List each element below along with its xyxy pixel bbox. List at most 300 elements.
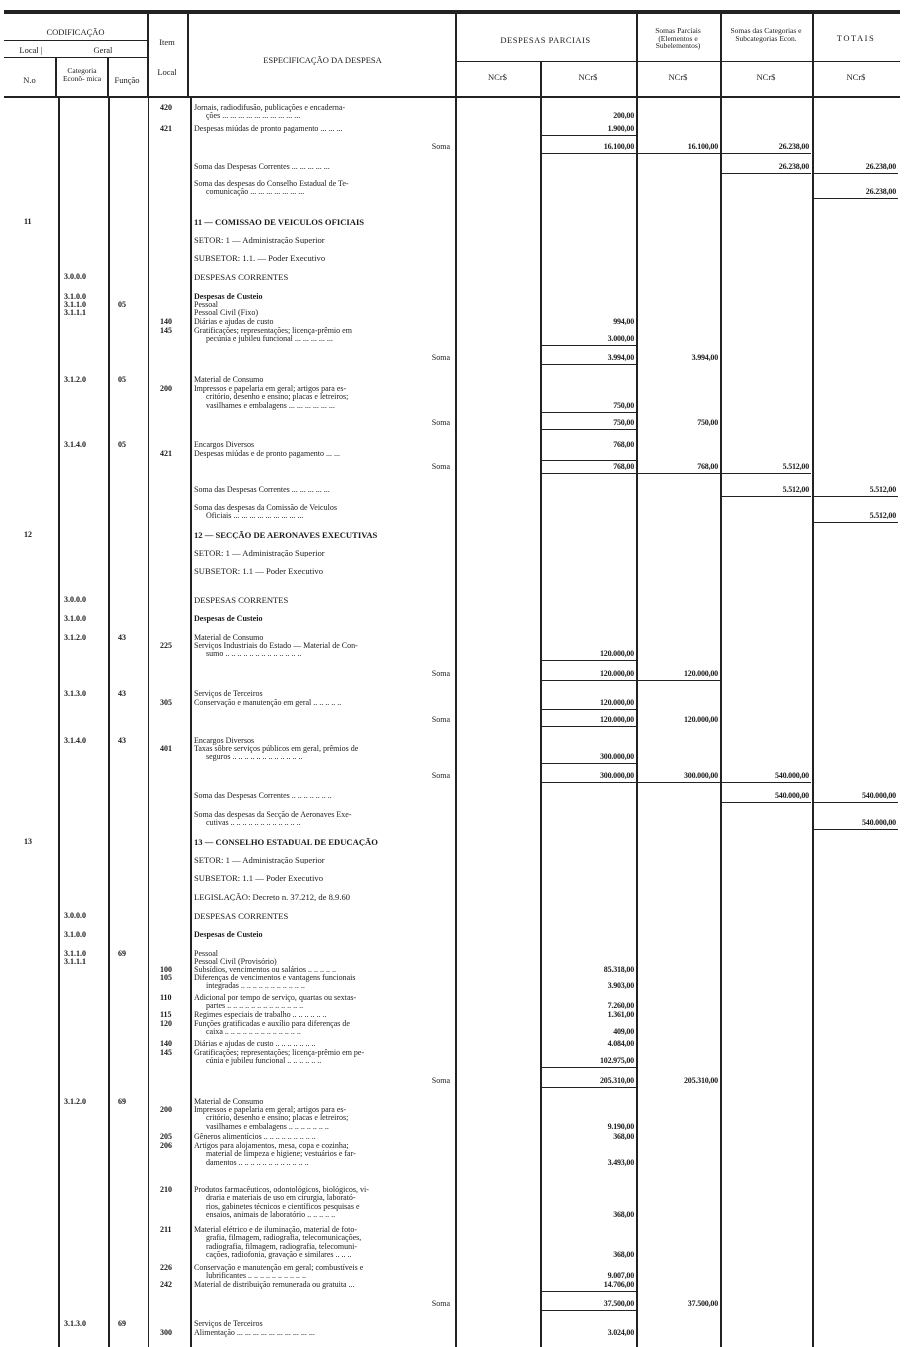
description-line: Regimes especiais de trabalho .. .. .. .. .. .. [194, 1011, 327, 1019]
sum-underline [540, 364, 636, 365]
description-line: Material elétrico e de iluminação, material de foto- [194, 1226, 358, 1234]
header-rule [4, 40, 147, 41]
expense-description [194, 596, 450, 604]
expense-description [194, 441, 450, 449]
despesa-parcial-value: 750,00 [613, 418, 634, 427]
description-line: Funções gratificadas e auxílio para diferenças de [194, 1020, 350, 1028]
despesa-parcial-value: 37.500,00 [603, 1299, 634, 1308]
despesa-parcial-value: 409,00 [613, 1027, 634, 1037]
categoria-economica-code: 3.1.0.0 [64, 930, 86, 939]
categoria-economica-code: 3.1.1.0 [64, 949, 86, 958]
description-line: SETOR: 1 — Administração Superior [194, 549, 325, 558]
sum-underline [812, 802, 898, 803]
soma-label [194, 670, 450, 678]
description-line: vasilhames e embalagens .. .. .. .. .. .. .. [206, 1122, 329, 1131]
col-divider [147, 14, 149, 98]
sum-underline [812, 522, 898, 523]
funcao-code: 69 [118, 1097, 126, 1106]
categoria-economica-code: 3.1.4.0 [64, 440, 86, 449]
description-line: Material de Consumo [194, 1098, 264, 1106]
sum-underline [812, 829, 898, 830]
soma-parcial-value: 120.000,00 [683, 669, 718, 678]
expense-description [194, 236, 450, 244]
description-line: Gêneros alimentícios .. .. .. .. .. .. .. .. .. [194, 1133, 316, 1141]
sum-underline [540, 1067, 636, 1068]
soma-categoria-value: 540.000,00 [774, 771, 809, 780]
expense-description [194, 1011, 450, 1019]
soma-parcial-value: 3.994,00 [691, 353, 718, 362]
header-especificacao: ESPECIFICAÇÃO DA DESPESA [263, 55, 382, 65]
description-line: Conservação e manutenção em geral .. .. .. .. .. [194, 699, 342, 707]
description-line: 11 — COMISSAO DE VEICULOS OFICIAIS [194, 218, 365, 227]
local-number: 11 [24, 217, 32, 226]
col-divider [148, 98, 149, 1347]
description-line: Soma das Despesas Correntes .. .. .. .. .. .. .. [194, 792, 332, 800]
header-no: N.o [23, 75, 36, 85]
description-line: Despesas de Custeio [194, 615, 263, 623]
sum-underline [720, 473, 811, 474]
description-line: lubrificantes .. .. .. .. .. .. .. .. .. .. [206, 1272, 306, 1281]
description-line: SETOR: 1 — Administração Superior [194, 236, 325, 245]
description-line: Soma das Despesas Correntes ... ... ... ... ... [194, 486, 330, 494]
sum-underline [540, 473, 636, 474]
despesa-parcial-value: 9.007,00 [607, 1271, 634, 1281]
expense-description [194, 309, 450, 317]
despesa-parcial-value: 120.000,00 [599, 669, 634, 678]
item-code: 300 [160, 1328, 172, 1337]
despesa-parcial-value: 120.000,00 [599, 715, 634, 724]
expense-description [194, 931, 450, 939]
categoria-economica-code: 3.1.2.0 [64, 375, 86, 384]
col-divider [812, 14, 814, 1347]
expense-description [194, 385, 450, 410]
header-totais: TOTAIS [836, 33, 876, 43]
description-line: draria e materiais de uso em cirurgia, laborató- [206, 1194, 356, 1203]
despesa-parcial-value: 120.000,00 [599, 649, 634, 659]
expense-description [194, 504, 450, 521]
expense-description [194, 745, 450, 762]
header-item-local: Local [157, 67, 177, 77]
sum-underline [540, 345, 636, 346]
funcao-code: 43 [118, 736, 126, 745]
item-code: 200 [160, 384, 172, 393]
description-line: partes .. .. .. .. .. .. .. .. .. .. .. .. .. [206, 1002, 304, 1011]
description-line: Pessoal Civil (Fixo) [194, 309, 259, 317]
expense-description [194, 376, 450, 384]
categoria-economica-code: 3.1.2.0 [64, 1097, 86, 1106]
header-funcao: Função [114, 75, 140, 85]
categoria-economica-code: 3.1.0.0 [64, 614, 86, 623]
expense-description [194, 1320, 450, 1328]
sum-underline [540, 412, 636, 413]
col-divider [58, 98, 60, 1347]
expense-description [194, 1186, 450, 1220]
total-value: 5.512,00 [869, 511, 896, 521]
total-value: 26.238,00 [865, 187, 896, 197]
categoria-economica-code: 3.0.0.0 [64, 911, 86, 920]
expense-description [194, 254, 450, 262]
categoria-economica-code: 3.1.0.0 [64, 292, 86, 301]
funcao-code: 05 [118, 375, 126, 384]
description-line: SUBSETOR: 1.1 — Poder Executivo [194, 567, 323, 576]
description-line: DESPESAS CORRENTES [194, 273, 289, 282]
local-number: 13 [24, 837, 32, 846]
description-line: Jornais, radiodifusão, publicações e encaderna- [194, 104, 346, 112]
col-divider [720, 14, 722, 1347]
item-code: 421 [160, 449, 172, 458]
soma-label [194, 463, 450, 471]
description-line: Artigos para alojamentos, mesa, copa e cozinha; [194, 1142, 349, 1150]
header-bottom-rule [4, 96, 900, 98]
despesa-parcial-value: 102.975,00 [599, 1056, 634, 1066]
item-code: 120 [160, 1019, 172, 1028]
expense-description [194, 318, 450, 326]
description-line: Oficiais ... ... ... ... ... ... ... ... ... [206, 512, 304, 521]
description-line: Soma [431, 354, 450, 362]
description-line: Material de distribuição remunerada ou gratuita ... [194, 1281, 355, 1289]
expense-description [194, 1142, 450, 1167]
despesa-parcial-value: 205.310,00 [599, 1076, 634, 1085]
expense-description [194, 450, 450, 458]
description-line: Diárias e ajudas de custo [194, 318, 274, 326]
sum-underline [540, 1087, 636, 1088]
col-divider [455, 14, 457, 1347]
header-rule [455, 61, 900, 62]
description-line: Soma das Despesas Correntes ... ... ... ... ... [194, 163, 330, 171]
description-line: ções ... ... ... ... ... ... ... ... ... ... [206, 112, 301, 121]
categoria-economica-code: 3.1.1.1 [64, 957, 86, 966]
description-line: Pessoal [194, 950, 218, 958]
expense-description [194, 273, 450, 281]
expense-description [194, 1264, 450, 1281]
sum-underline [720, 496, 811, 497]
top-double-rule [4, 10, 900, 14]
description-line: Soma [431, 419, 450, 427]
despesa-parcial-value: 1.361,00 [607, 1010, 634, 1019]
header-geral: Geral [93, 45, 113, 55]
categoria-economica-code: 3.1.1.1 [64, 308, 86, 317]
sum-underline [636, 680, 720, 681]
total-value: 540.000,00 [861, 818, 896, 828]
total-value: 5.512,00 [869, 485, 896, 494]
sum-underline [812, 173, 898, 174]
item-code: 242 [160, 1280, 172, 1289]
despesa-parcial-value: 16.100,00 [603, 142, 634, 151]
description-line: 13 — CONSELHO ESTADUAL DE EDUCAÇÃO [194, 838, 378, 847]
expense-description [194, 486, 450, 494]
sum-underline [720, 153, 811, 154]
total-value: 540.000,00 [861, 791, 896, 800]
description-line: Soma das despesas do Conselho Estadual de Te- [194, 180, 349, 188]
item-code: 115 [160, 1010, 172, 1019]
item-code: 225 [160, 641, 172, 650]
description-line: Soma das despesas da Comissão de Veiculos [194, 504, 337, 512]
description-line: rios, gabinetes técnicos e científicos pesquisas e [206, 1202, 360, 1211]
categoria-economica-code: 3.1.3.0 [64, 1319, 86, 1328]
description-line: Alimentação ... ... ... ... ... ... ... ... ... ... [194, 1329, 315, 1337]
expense-description [194, 1106, 450, 1131]
despesa-parcial-value: 9.190,00 [607, 1121, 634, 1131]
expense-description [194, 567, 450, 575]
despesa-parcial-value: 300.000,00 [599, 771, 634, 780]
despesa-parcial-value: 3.994,00 [607, 353, 634, 362]
sum-underline [636, 473, 720, 474]
expense-description [194, 1226, 450, 1260]
sum-underline [540, 1310, 636, 1311]
despesa-parcial-value: 3.493,00 [607, 1157, 634, 1167]
categoria-economica-code: 3.0.0.0 [64, 272, 86, 281]
header-rule [4, 57, 147, 58]
expense-description [194, 1049, 450, 1066]
description-line: Soma [431, 670, 450, 678]
header-categoria-economica: Categoria Econô- mica [62, 66, 102, 83]
description-line: Impressos e papelaria em geral; artigos para es- [194, 1106, 347, 1114]
expense-description [194, 1133, 450, 1141]
description-line: Despesas miúdas de pronto pagamento ... ... ... [194, 125, 343, 133]
description-line: Soma [431, 716, 450, 724]
sum-underline [720, 782, 811, 783]
soma-parcial-value: 300.000,00 [683, 771, 718, 780]
item-code: 421 [160, 124, 172, 133]
soma-label [194, 143, 450, 151]
description-line: critório, desenho e ensino; placas e letreiros; [206, 393, 349, 402]
expense-description [194, 893, 450, 901]
description-line: DESPESAS CORRENTES [194, 912, 289, 921]
sum-underline [812, 198, 898, 199]
item-code: 140 [160, 317, 172, 326]
soma-categoria-value: 26.238,00 [778, 162, 809, 171]
funcao-code: 43 [118, 633, 126, 642]
sum-underline [812, 496, 898, 497]
sum-underline [720, 802, 811, 803]
expense-description [194, 163, 450, 171]
soma-label [194, 772, 450, 780]
description-line: cúnia e jubileu funcional .. .. .. .. .. .. [206, 1057, 322, 1066]
item-code: 205 [160, 1132, 172, 1141]
expense-description [194, 994, 450, 1011]
description-line: Diárias e ajudas de custo .. .. .. .. .. .. .. [194, 1040, 316, 1048]
expense-description [194, 327, 450, 344]
categoria-economica-code: 3.1.2.0 [64, 633, 86, 642]
description-line: Soma [431, 463, 450, 471]
sum-underline [540, 726, 636, 727]
soma-parcial-value: 750,00 [697, 418, 718, 427]
sum-underline [540, 763, 636, 764]
col-divider [108, 98, 110, 1347]
sum-underline [720, 173, 811, 174]
description-line: caixa .. .. .. .. .. .. .. .. .. .. .. .. .. [206, 1028, 301, 1037]
categoria-economica-code: 3.1.3.0 [64, 689, 86, 698]
sum-underline [540, 782, 636, 783]
item-code: 226 [160, 1263, 172, 1272]
description-line: cações, radiofonia, gravação e similares .. .. .. [206, 1251, 352, 1260]
header-item: Item [159, 37, 175, 47]
description-line: Pessoal Civil (Provisório) [194, 958, 277, 966]
funcao-code: 05 [118, 300, 126, 309]
despesa-parcial-value: 4.084,00 [607, 1039, 634, 1048]
funcao-code: 05 [118, 440, 126, 449]
categoria-economica-code: 3.1.4.0 [64, 736, 86, 745]
expense-description [194, 615, 450, 623]
soma-label [194, 1077, 450, 1085]
despesa-parcial-value: 750,00 [613, 400, 634, 410]
description-line: Soma [431, 1300, 450, 1308]
expense-description [194, 874, 450, 882]
soma-parcial-value: 205.310,00 [683, 1076, 718, 1085]
description-line: Despesas miúdas e de pronto pagamento ... ... [194, 450, 340, 458]
soma-parcial-value: 16.100,00 [687, 142, 718, 151]
description-line: Encargos Diversos [194, 441, 255, 449]
item-code: 100 [160, 965, 172, 974]
despesa-parcial-value: 368,00 [613, 1210, 634, 1220]
sum-underline [540, 429, 636, 430]
despesa-parcial-value: 300.000,00 [599, 752, 634, 762]
description-line: radiografia, filmagem, radiografia, telecomuni- [206, 1242, 358, 1251]
item-code: 210 [160, 1185, 172, 1194]
item-code: 140 [160, 1039, 172, 1048]
total-value: 26.238,00 [865, 162, 896, 171]
description-line: damentos .. .. .. .. .. .. .. .. .. .. .. .. [206, 1158, 309, 1167]
currency-label: NCr$ [668, 72, 688, 82]
header-somas-parciais: Somas Parciais (Elementos e Subelementos) [655, 26, 701, 50]
item-code: 200 [160, 1105, 172, 1114]
col-divider [190, 98, 192, 1347]
description-line: critório, desenho e ensino; placas e letreiros; [206, 1114, 349, 1123]
sum-underline [540, 660, 636, 661]
sum-underline [636, 782, 720, 783]
description-line: Serviços de Terceiros [194, 1320, 263, 1328]
description-line: cutivas .. .. .. .. .. .. .. .. .. .. .. .. [206, 819, 301, 828]
description-line: vasilhames e embalagens ... ... ... ... ... ... [206, 401, 335, 410]
expense-description [194, 549, 450, 557]
description-line: Conservação e manutenção em geral; combustíveis e [194, 1264, 364, 1272]
despesa-parcial-value: 85.318,00 [603, 965, 634, 974]
item-code: 145 [160, 326, 172, 335]
description-line: Soma das despesas da Secção de Aeronaves Exe- [194, 811, 352, 819]
description-line: Gratificações; representações; licença-prêmio em pe- [194, 1049, 365, 1057]
description-line: Soma [431, 143, 450, 151]
description-line: integradas .. .. .. .. .. .. .. .. .. .. .. [206, 982, 305, 991]
sum-underline [540, 709, 636, 710]
expense-description [194, 792, 450, 800]
expense-description [194, 180, 450, 197]
item-code: 420 [160, 103, 172, 112]
item-code: 206 [160, 1141, 172, 1150]
soma-label [194, 716, 450, 724]
soma-categoria-value: 5.512,00 [782, 462, 809, 471]
description-line: sumo .. .. .. .. .. .. .. .. .. .. .. .. .. [206, 650, 302, 659]
expense-description [194, 1281, 450, 1289]
description-line: Diferenças de vencimentos e vantagens funcionais [194, 974, 356, 982]
categoria-economica-code: 3.1.1.0 [64, 300, 86, 309]
header-despesas-parciais: DESPESAS PARCIAIS [500, 35, 591, 45]
soma-categoria-value: 5.512,00 [782, 485, 809, 494]
description-line: Taxas sôbre serviços públicos em geral, prêmios de [194, 745, 359, 753]
description-line: SUBSETOR: 1.1 — Poder Executivo [194, 874, 323, 883]
description-line: Produtos farmacêuticos, odontológicos, biológicos, vi- [194, 1186, 369, 1194]
categoria-economica-code: 3.0.0.0 [64, 595, 86, 604]
despesa-parcial-value: 120.000,00 [599, 698, 634, 707]
header-codificacao: CODIFICAÇÃO [46, 27, 105, 37]
despesa-parcial-value: 7.260,00 [607, 1001, 634, 1011]
despesa-parcial-value: 3.024,00 [607, 1328, 634, 1337]
description-line: 12 — SECÇÃO DE AERONAVES EXECUTIVAS [194, 531, 378, 540]
description-line: Soma [431, 772, 450, 780]
currency-label: NCr$ [578, 72, 598, 82]
description-line: Encargos Diversos [194, 737, 255, 745]
description-line: Subsídios, vencimentos ou salários .. .. .. .. .. [194, 966, 336, 974]
description-line: seguros .. .. .. .. .. .. .. .. .. .. .. .. [206, 753, 303, 762]
despesa-parcial-value: 200,00 [613, 111, 634, 121]
despesa-parcial-value: 768,00 [613, 440, 634, 449]
description-line: Serviços Industriais do Estado — Material de Con- [194, 642, 358, 650]
expense-description [194, 104, 450, 121]
expense-description [194, 699, 450, 707]
soma-categoria-value: 540.000,00 [774, 791, 809, 800]
soma-parcial-value: 37.500,00 [687, 1299, 718, 1308]
soma-label [194, 1300, 450, 1308]
expense-description [194, 1040, 450, 1048]
currency-label: NCr$ [488, 72, 507, 82]
description-line: Gratificações; representações; licença-prêmio em [194, 327, 352, 335]
item-code: 145 [160, 1048, 172, 1057]
item-code: 305 [160, 698, 172, 707]
despesa-parcial-value: 994,00 [613, 317, 634, 326]
description-line: Material de Consumo [194, 634, 264, 642]
description-line: SETOR: 1 — Administração Superior [194, 856, 325, 865]
header-local: Local | [19, 45, 43, 55]
item-code: 211 [160, 1225, 172, 1234]
description-line: Material de Consumo [194, 376, 264, 384]
description-line: grafia, filmagem, radiografia, telecomunicações, [206, 1234, 362, 1243]
description-line: DESPESAS CORRENTES [194, 596, 289, 605]
sum-underline [636, 153, 720, 154]
currency-label: NCr$ [756, 72, 776, 82]
soma-parcial-value: 768,00 [697, 462, 718, 471]
description-line: ensaios, animais de laboratório .. .. .. .. .. [206, 1211, 336, 1220]
soma-label [194, 419, 450, 427]
funcao-code: 43 [118, 689, 126, 698]
sum-underline [540, 680, 636, 681]
sum-underline [540, 153, 636, 154]
currency-label: NCr$ [846, 72, 866, 82]
expense-description [194, 811, 450, 828]
item-code: 401 [160, 744, 172, 753]
item-code: 110 [160, 993, 172, 1002]
despesa-parcial-value: 14.706,00 [603, 1280, 634, 1289]
despesa-parcial-value: 3.000,00 [607, 334, 634, 344]
funcao-code: 69 [118, 1319, 126, 1328]
despesa-parcial-value: 3.903,00 [607, 981, 634, 991]
description-line: Pessoal [194, 301, 218, 309]
sum-underline [540, 460, 636, 461]
funcao-code: 69 [118, 949, 126, 958]
section-heading [194, 531, 450, 539]
description-line: Despesas de Custeio [194, 293, 263, 301]
expense-description [194, 974, 450, 991]
expense-description [194, 1329, 450, 1337]
description-line: material de limpeza e higiene; vestuários e far- [206, 1150, 356, 1159]
expense-description [194, 1020, 450, 1037]
despesa-parcial-value: 1.900,00 [607, 124, 634, 133]
item-code: 105 [160, 973, 172, 982]
despesa-parcial-value: 368,00 [613, 1132, 634, 1141]
despesa-parcial-value: 368,00 [613, 1250, 634, 1260]
col-divider [187, 14, 189, 98]
description-line: Adicional por tempo de serviço, quartas ou sextas- [194, 994, 357, 1002]
expense-description [194, 690, 450, 698]
sum-underline [540, 1291, 636, 1292]
